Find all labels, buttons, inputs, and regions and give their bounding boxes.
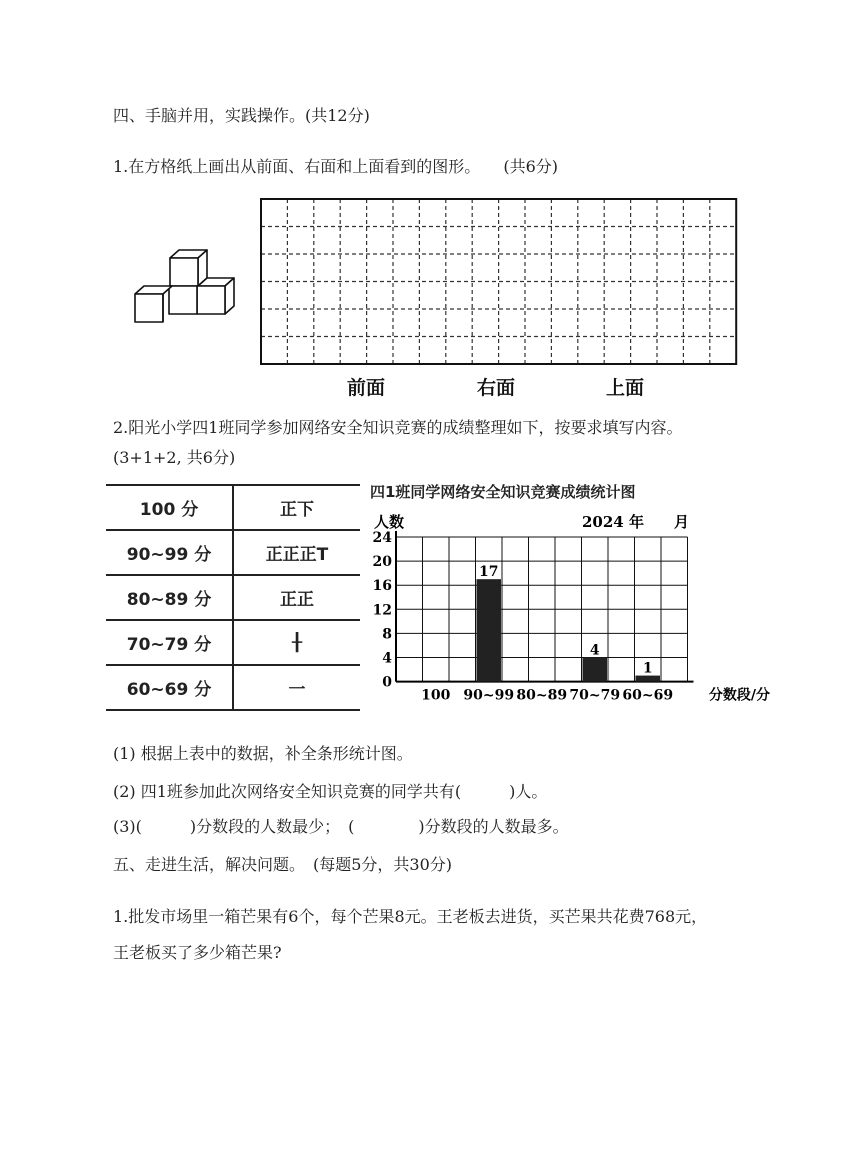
x-tick-label: 60~69 — [622, 687, 674, 704]
s5-q1-line1: 1.批发市场里一箱芒果有6个，每个芒果8元。王老板去进货，买芒果共花费768元， — [113, 907, 708, 926]
x-axis-label: 分数段/分 — [708, 687, 770, 704]
data-label: 4 — [589, 642, 600, 659]
section4-heading: 四、手脑并用，实践操作。(共12分) — [113, 106, 370, 125]
x-tick-label: 80~89 — [516, 687, 568, 704]
x-tick-label: 100 — [421, 687, 451, 704]
chart-date: 2024 年 月 — [582, 513, 689, 531]
table-row — [106, 665, 360, 710]
y-tick-label: 8 — [382, 626, 392, 643]
range-cell: 60~69 分 — [106, 665, 233, 710]
bar — [477, 579, 502, 681]
bar — [583, 658, 608, 682]
view-label-top: 上面 — [606, 377, 645, 399]
sub-question-3: (3)( )分数段的人数最少； ( )分数段的人数最多。 — [113, 817, 569, 836]
y-tick-label: 4 — [382, 650, 392, 667]
table-row — [106, 620, 360, 665]
cube-figure — [130, 248, 236, 330]
tally-cell: 正正正T — [233, 530, 360, 575]
table-row — [106, 575, 360, 620]
q2-points: (3+1+2, 共6分) — [113, 448, 236, 467]
y-tick-label: 24 — [372, 530, 392, 546]
tally-cell: 正正 — [233, 575, 360, 620]
sub-question-2: (2) 四1班参加此次网络安全知识竞赛的同学共有( )人。 — [113, 782, 548, 801]
data-label: 17 — [479, 564, 499, 581]
range-cell: 70~79 分 — [106, 620, 233, 665]
data-label: 1 — [642, 660, 653, 677]
y-tick-label: 12 — [372, 602, 392, 619]
view-label-front: 前面 — [347, 377, 386, 399]
table-row — [106, 530, 360, 575]
y-tick-label: 20 — [372, 554, 392, 571]
q1-points: (共6分) — [503, 157, 559, 176]
y-axis-label: 人数 — [374, 513, 405, 531]
grid-paper — [258, 196, 740, 368]
chart-title: 四1班同学网络安全知识竞赛成绩统计图 — [370, 483, 636, 501]
tally-cell: 正下 — [233, 485, 360, 530]
tally-table — [106, 484, 360, 711]
sub-question-1: (1) 根据上表中的数据，补全条形统计图。 — [113, 744, 413, 763]
y-tick-label: 0 — [382, 674, 392, 691]
view-label-right: 右面 — [477, 377, 516, 399]
q1-text — [113, 154, 558, 177]
y-tick-label: 16 — [372, 578, 392, 595]
range-cell: 90~99 分 — [106, 530, 233, 575]
x-tick-label: 70~79 — [569, 687, 621, 704]
range-cell: 80~89 分 — [106, 575, 233, 620]
s5-q1-line2: 王老板买了多少箱芒果? — [113, 943, 282, 962]
q2-text: 2.阳光小学四1班同学参加网络安全知识竞赛的成绩整理如下，按要求填写内容。 — [113, 418, 683, 437]
table-row — [106, 485, 360, 530]
section5-heading: 五、走进生活，解决问题。 (每题5分，共30分) — [113, 855, 453, 874]
bar-chart — [360, 505, 770, 705]
x-tick-label: 90~99 — [463, 687, 515, 704]
tally-cell: 一 — [233, 665, 360, 710]
tally-cell: ╂ — [233, 620, 360, 665]
range-cell: 100 分 — [106, 485, 233, 530]
q1-instruction: 1.在方格纸上画出从前面、右面和上面看到的图形。 — [113, 157, 481, 176]
